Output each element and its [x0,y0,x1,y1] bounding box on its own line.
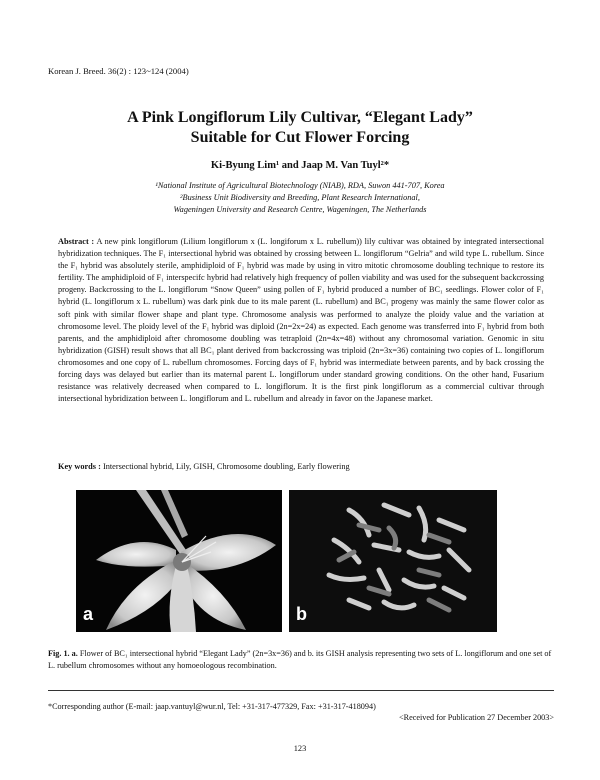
figure-panel-b-gish-image [289,490,497,632]
caption-text: Flower of BC₁ intersectional hybrid “Elegant Lady” (2n=3x=36) and b. its GISH analysis representing two sets of L. longiflorum and one set of L. rubellum chromosomes without any homoeologous recombination. [48,649,552,670]
abstract-label: Abstract : [58,237,95,246]
page-number: 123 [293,744,307,753]
journal-reference: Korean J. Breed. 36(2) : 123~124 (2004) [48,66,189,76]
keywords [58,462,544,471]
lily-flower-image [76,490,282,632]
title-line-1: A Pink Longiflorum Lily Cultivar, “Elegant Lady” [127,109,473,126]
authors: Ki-Byung Lim¹ and Jaap M. Van Tuyl²* [210,160,390,171]
received-date: <Received for Publication 27 December 2003> [399,713,554,722]
abstract [58,236,544,405]
keywords-label: Key words : [58,462,101,471]
corresponding-author-note: *Corresponding author (E-mail: jaap.vantuyl@wur.nl, Tel: +31-317-477329, Fax: +31-317-418094) [48,702,376,711]
affiliations [40,180,560,216]
footnote-divider [48,690,554,691]
panel-label-b: b [296,604,307,624]
figure-panel-a-lily-photo [76,490,282,632]
affiliation-3: Wageningen University and Research Centre, Wageningen, The Netherlands [173,205,427,214]
paper-title [40,108,560,148]
figure-caption [48,648,554,671]
keywords-text: Intersectional hybrid, Lily, GISH, Chromosome doubling, Early flowering [102,462,350,471]
caption-label: Fig. 1. a. [48,649,78,658]
affiliation-1: ¹National Institute of Agricultural Biotechnology (NIAB), RDA, Suwon 441-707, Korea [155,181,445,190]
chromosome-spread-image [289,490,497,632]
affiliation-2: ²Business Unit Biodiversity and Breeding, Plant Research International, [180,193,420,202]
title-line-2: Suitable for Cut Flower Forcing [190,129,410,146]
panel-label-a: a [83,604,94,624]
abstract-text: A new pink longiflorum (Lilium longiflorum x (L. longiforum x L. rubellum)) lily cultivar was obtained by integrated intersectional hybridization techniques. The F₁ intersectional hybrid was obtained by crossing between L. longiflorum “Gelria” and wild type L. rubellum. Since the F₁ hybrid was absolutely sterile, amphidiploid of F₁ hybrid was made by using in vitro mitotic chromosome doubling technique to restore its fertility. The amphidiploid of F₁ interspecifc hybrid had relatively high frequency of pollen viability and was used for the subsequent backcrossing progeny. Backcrossing to the L. longiflorum “Snow Queen” using pollen of F₁ hybrid produced a number of BC₁ seedlings. Flower color of F₁ hybrid (L. longiflorum x L. rubellum) was dark pink due to its male parent (L. rubellum) and BC₁ progeny was mainly the same flower color as soft pink with similar flower shape and plant type. Chromosome analysis was performed to analyze the ploidy value and the variation at chromosome level. The ploidy level of the F₁ hybrid was diploid (2n=2x=24) as expected. Each genome was transferred into F₁ hybrid from both parents, and the amphidiploid after chromosome doubling was tetraploid (2n=4x=48) without any chromosomal variation. Genomic in situ hybridization (GISH) result shows that all BC₁ plant derived from backcrossing was triploid (2n=3x=36) containing two copies of L. longiflorum chromosomes and one copy of L. rubellum chromosomes. Forcing days of F₁ hybrid was intermediate between parents, and by back crossing the forcing days was delayed but earlier than its maternal parent L. longiflorum under standard growing conditions. On the other hand, Fusarium resistance was relatively decreased when compared to L. longiflorum. It is the first pink longiflorum as a commercial cultivar through intersectional hybridization between L. longiflorum and L. rubellum and already in favor on the Japanese market. [58,237,544,404]
